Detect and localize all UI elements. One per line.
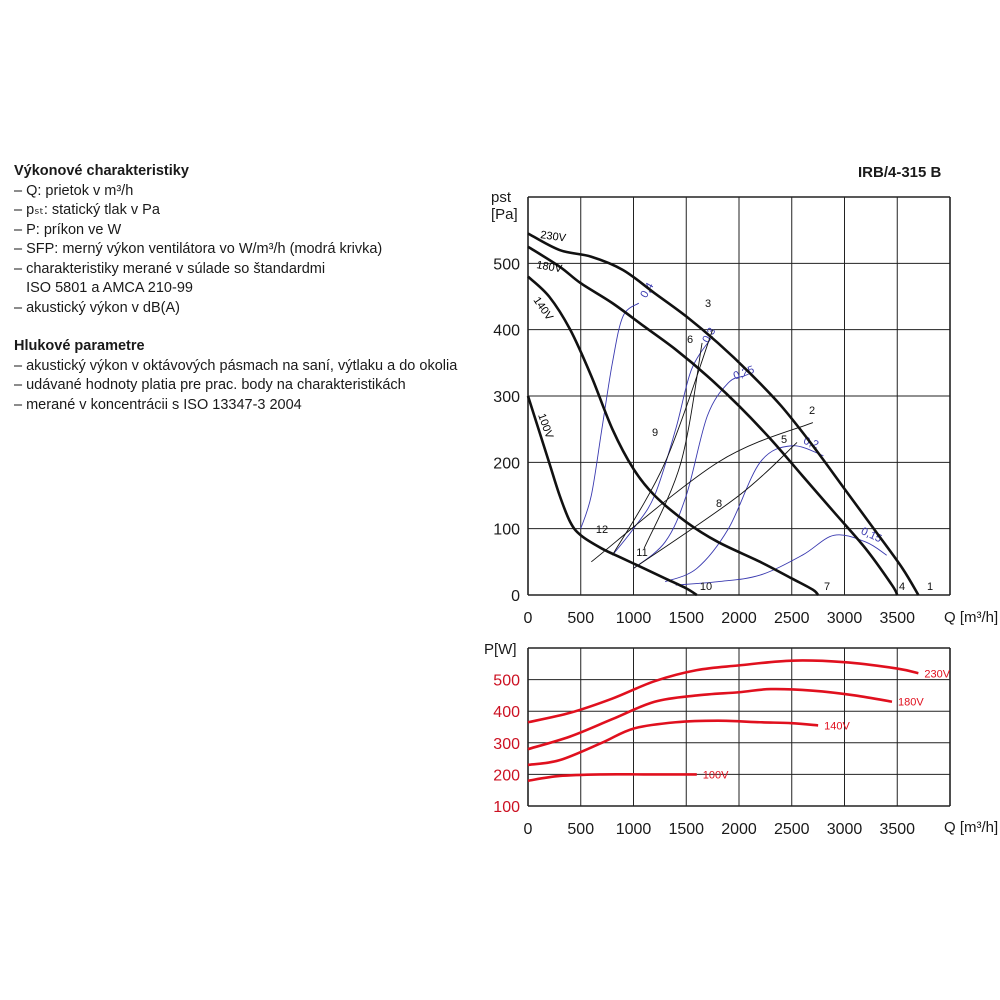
pressure-y-tick-label: 200 — [493, 455, 520, 473]
perf-item: – charakteristiky merané v súlade so štandardmi — [14, 260, 326, 277]
pressure-x-tick-label: 2500 — [773, 610, 810, 627]
system-line — [644, 343, 702, 549]
power-series-230V — [528, 660, 918, 722]
operating-point-label: 5 — [780, 434, 788, 446]
operating-point-label: 9 — [651, 427, 659, 439]
pressure-y-axis-unit: [Pa] — [491, 206, 518, 223]
pressure-x-tick-label: 3500 — [879, 610, 916, 627]
power-series-label: 230V — [924, 668, 951, 681]
operating-point-label: 2 — [808, 405, 816, 417]
noise-item: – akustický výkon v oktávových pásmach na saní, výtlaku a do okolia — [14, 357, 458, 374]
power-y-axis-label: P[W] — [484, 641, 517, 658]
power-x-tick-label: 2500 — [773, 821, 810, 838]
operating-point-label: 6 — [686, 334, 694, 346]
operating-point-label: 10 — [699, 581, 713, 593]
pressure-x-tick-label: 2000 — [721, 610, 757, 627]
power-y-tick-label: 200 — [493, 767, 520, 785]
power-y-tick-label: 100 — [493, 799, 520, 816]
power-y-tick-label: 400 — [493, 704, 520, 722]
operating-point-label: 4 — [898, 581, 906, 593]
sfp-curve-0,15 — [676, 535, 887, 585]
pressure-y-tick-label: 100 — [493, 521, 520, 539]
power-x-tick-label: 2000 — [721, 821, 757, 838]
system-line — [612, 330, 712, 556]
perf-item: – Q: prietok v m³/h — [14, 182, 134, 199]
pressure-x-tick-label: 3000 — [826, 610, 863, 627]
sfp-curve-label: 0,3 — [700, 325, 719, 346]
pressure-series-label: 230V — [539, 229, 567, 245]
operating-point-label: 7 — [823, 581, 831, 593]
operating-point-label: 1 — [926, 581, 934, 593]
power-series-label: 140V — [824, 720, 850, 733]
perf-item: ISO 5801 a AMCA 210-99 — [14, 280, 193, 296]
power-x-tick-label: 1500 — [668, 821, 705, 838]
pressure-y-axis-label: pst — [491, 189, 512, 206]
operating-point-label: 8 — [715, 498, 723, 510]
pressure-x-tick-label: 1500 — [668, 610, 705, 627]
power-x-tick-label: 500 — [567, 821, 595, 838]
power-series-100V — [528, 774, 697, 780]
model-title: IRB/4-315 B — [858, 164, 942, 181]
sfp-curve-0,4 — [581, 303, 639, 529]
power-series-label: 100V — [702, 769, 729, 782]
noise-heading: Hlukové parametre — [14, 338, 145, 354]
pressure-y-tick-label: 300 — [493, 389, 520, 406]
sfp-curve-label: 0,25 — [731, 363, 757, 383]
operating-point-label: 12 — [595, 524, 609, 536]
power-x-tick-label: 0 — [523, 821, 533, 838]
power-x-axis-label: Q [m³/h] — [944, 819, 999, 836]
power-y-tick-label: 300 — [493, 735, 520, 753]
pressure-series-label: 100V — [535, 411, 556, 441]
pressure-x-tick-label: 500 — [567, 610, 595, 627]
noise-item: – udávané hodnoty platia pre prac. body na charakteristikách — [14, 377, 406, 393]
pressure-series-label: 140V — [530, 294, 556, 323]
sfp-curve-label: 0,2 — [801, 434, 821, 452]
pressure-series-100V — [528, 396, 697, 595]
power-series-180V — [528, 689, 892, 749]
perf-item: – SFP: merný výkon ventilátora vo W/m³/h (modrá krivka) — [14, 241, 383, 257]
sfp-curve-0,2 — [665, 446, 823, 582]
pressure-x-axis-label: Q [m³/h] — [944, 609, 999, 626]
pressure-x-tick-label: 0 — [523, 610, 533, 627]
power-x-tick-label: 1000 — [615, 821, 652, 838]
perf-item: – akustický výkon v dB(A) — [14, 299, 180, 316]
performance-heading: Výkonové charakteristiky — [14, 163, 189, 179]
pressure-y-tick-label: 400 — [493, 322, 520, 340]
sfp-curve-label: 0,4 — [638, 280, 657, 301]
pressure-series-180V — [528, 247, 897, 595]
operating-point-label: 11 — [636, 547, 648, 559]
power-x-tick-label: 3500 — [879, 821, 916, 838]
pressure-series-label: 180V — [535, 259, 563, 276]
pressure-y-tick-label: 0 — [511, 588, 520, 605]
perf-item: – P: príkon ve W — [14, 221, 122, 238]
operating-point-label: 3 — [704, 298, 712, 310]
sfp-curve-0,25 — [634, 376, 745, 568]
power-x-tick-label: 3000 — [826, 821, 863, 838]
pressure-y-tick-label: 500 — [493, 256, 520, 274]
perf-item: – pₛₜ: statický tlak v Pa — [14, 202, 160, 218]
power-series-label: 180V — [897, 696, 924, 709]
noise-item: – merané v koncentrácii s ISO 13347-3 2004 — [14, 396, 302, 413]
sfp-curve-label: 0,15 — [859, 525, 884, 546]
power-y-tick-label: 500 — [493, 672, 520, 690]
pressure-x-tick-label: 1000 — [615, 610, 652, 627]
